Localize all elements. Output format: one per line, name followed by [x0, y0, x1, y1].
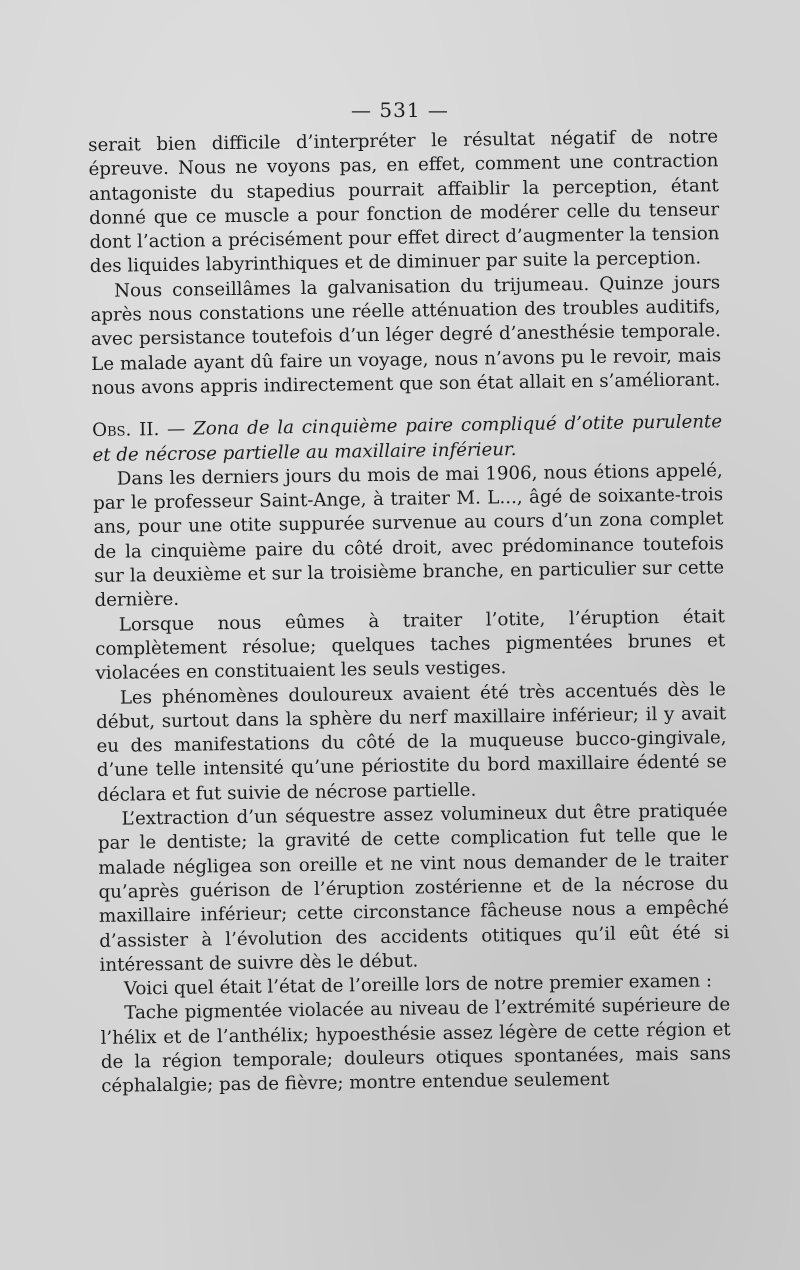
paragraph: Tache pigmentée violacée au niveau de l’extrémité supérieure de l’hélix et de l’anthélix; hypoesthésie assez légère de cette région et de la région temporale; douleurs otiques spontanées, mais sans céphalalgie; pas de fièvre; montre entendue seulement [100, 994, 732, 1098]
observation-title: — Zona de la cinquième paire compliqué d’otite purulente et de nécrose partielle au maxillaire inférieur. [92, 411, 723, 466]
paragraph: L’extraction d’un séquestre assez volumineux dut être pratiquée par le dentiste; la gravité de cette complication fut telle que le malade négligea son oreille et ne vint nous demander de le traiter qu’après guérison de l’éruption zostérienne et de la nécrose du maxillaire inférieur; cette circonstance fâcheuse nous a empêché d’assister à l’évolution des accidents otitiques qu’il eût été si intéressant de suivre dès le début. [97, 800, 730, 976]
paragraph: Les phénomènes douloureux avaient été très accentués dès le début, surtout dans la sphère du nerf maxillaire inférieur; il y avait eu des manifestations du côté de la muqueuse bucco-gingivale, d’une telle intensité qu’une périostite du bord maxillaire édenté se déclara et fut suivie de nécrose partielle. [96, 678, 727, 806]
body-text [88, 125, 731, 1099]
paragraph: Nous conseillâmes la galvanisation du trijumeau. Quinze jours après nous constations une réelle atténuation des troubles auditifs, avec persistance toutefois d’un léger degré d’anesthésie temporale. Le malade ayant dû faire un voyage, nous n’avons pu le revoir, mais nous avons appris indirectement que son état allait en s’améliorant. [90, 271, 722, 399]
observation-heading [92, 410, 723, 467]
paragraph: Dans les derniers jours du mois de mai 1906, nous étions appelé, par le professeur Saint-Ange, à traiter M. L..., âgé de soixante-trois ans, pour une otite suppurée survenue au cours d’un zona complet de la cinquième paire du côté droit, avec prédominance toutefois sur la deuxième et sur la troisième branche, en particulier sur cette dernière. [93, 460, 725, 612]
paragraph: Lorsque nous eûmes à traiter l’otite, l’éruption était complètement résolue; quelques taches pigmentées brunes et violacées en constituaient les seuls vestiges. [95, 605, 726, 685]
page-number: — 531 — [351, 98, 449, 122]
observation-label: Obs. II. [91, 419, 160, 442]
paragraph: serait bien difficile d’interpréter le résultat négatif de notre épreuve. Nous ne voyons pas, en effet, comment une contraction antagoniste du stapedius pourrait affaiblir la perception, étant donné que ce muscle a pour fonction de modérer celle du tenseur dont l’action a précisément pour effet direct d’augmenter la tension des liquides labyrinthiques et de diminuer par suite la perception. [88, 126, 720, 278]
paragraph: Voici quel était l’état de l’oreille lors de notre premier examen : [123, 970, 713, 1000]
